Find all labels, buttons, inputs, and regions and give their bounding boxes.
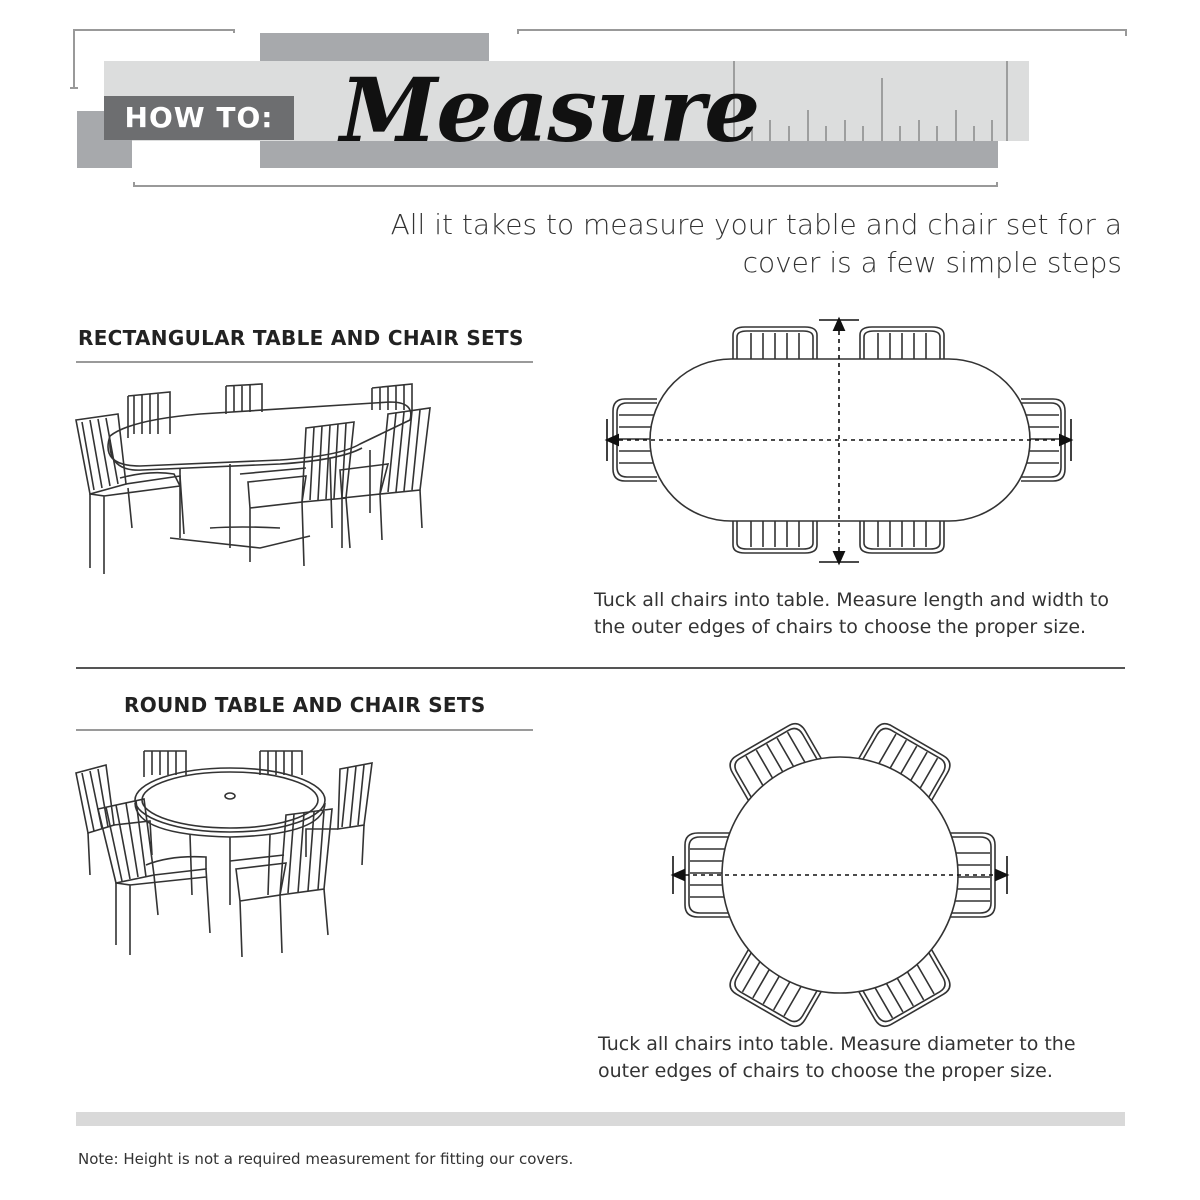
how-to-label: HOW TO: xyxy=(104,96,294,140)
section-rule-round xyxy=(76,729,533,731)
round-set-illustration xyxy=(70,745,390,960)
caption-rectangular: Tuck all chairs into table. Measure length and width to the outer edges of chairs to choose the proper size. xyxy=(594,589,1109,638)
chair-top-left xyxy=(733,327,817,363)
rectangular-top-view-diagram xyxy=(595,315,1085,565)
section-heading-round: ROUND TABLE AND CHAIR SETS xyxy=(124,693,486,717)
section-heading-rectangular: RECTANGULAR TABLE AND CHAIR SETS xyxy=(78,326,524,350)
footer-note: Note: Height is not a required measurement for fitting our covers. xyxy=(78,1150,574,1168)
section-divider xyxy=(76,667,1125,669)
banner-bracket-bottom xyxy=(134,182,997,186)
banner-title: Measure xyxy=(340,58,760,162)
section-rule-rectangular xyxy=(76,361,533,363)
banner-bracket-right xyxy=(518,30,1126,36)
round-top-view-diagram xyxy=(665,720,1015,1025)
banner-block-top xyxy=(260,33,489,61)
rectangular-set-illustration xyxy=(70,378,450,578)
intro-text: All it takes to measure your table and chair set for a cover is a few simple steps xyxy=(390,208,1122,279)
caption-round: Tuck all chairs into table. Measure diameter to the outer edges of chairs to choose the proper size. xyxy=(598,1033,1076,1082)
chair-top-right xyxy=(860,327,944,363)
footer-bar xyxy=(76,1112,1125,1126)
